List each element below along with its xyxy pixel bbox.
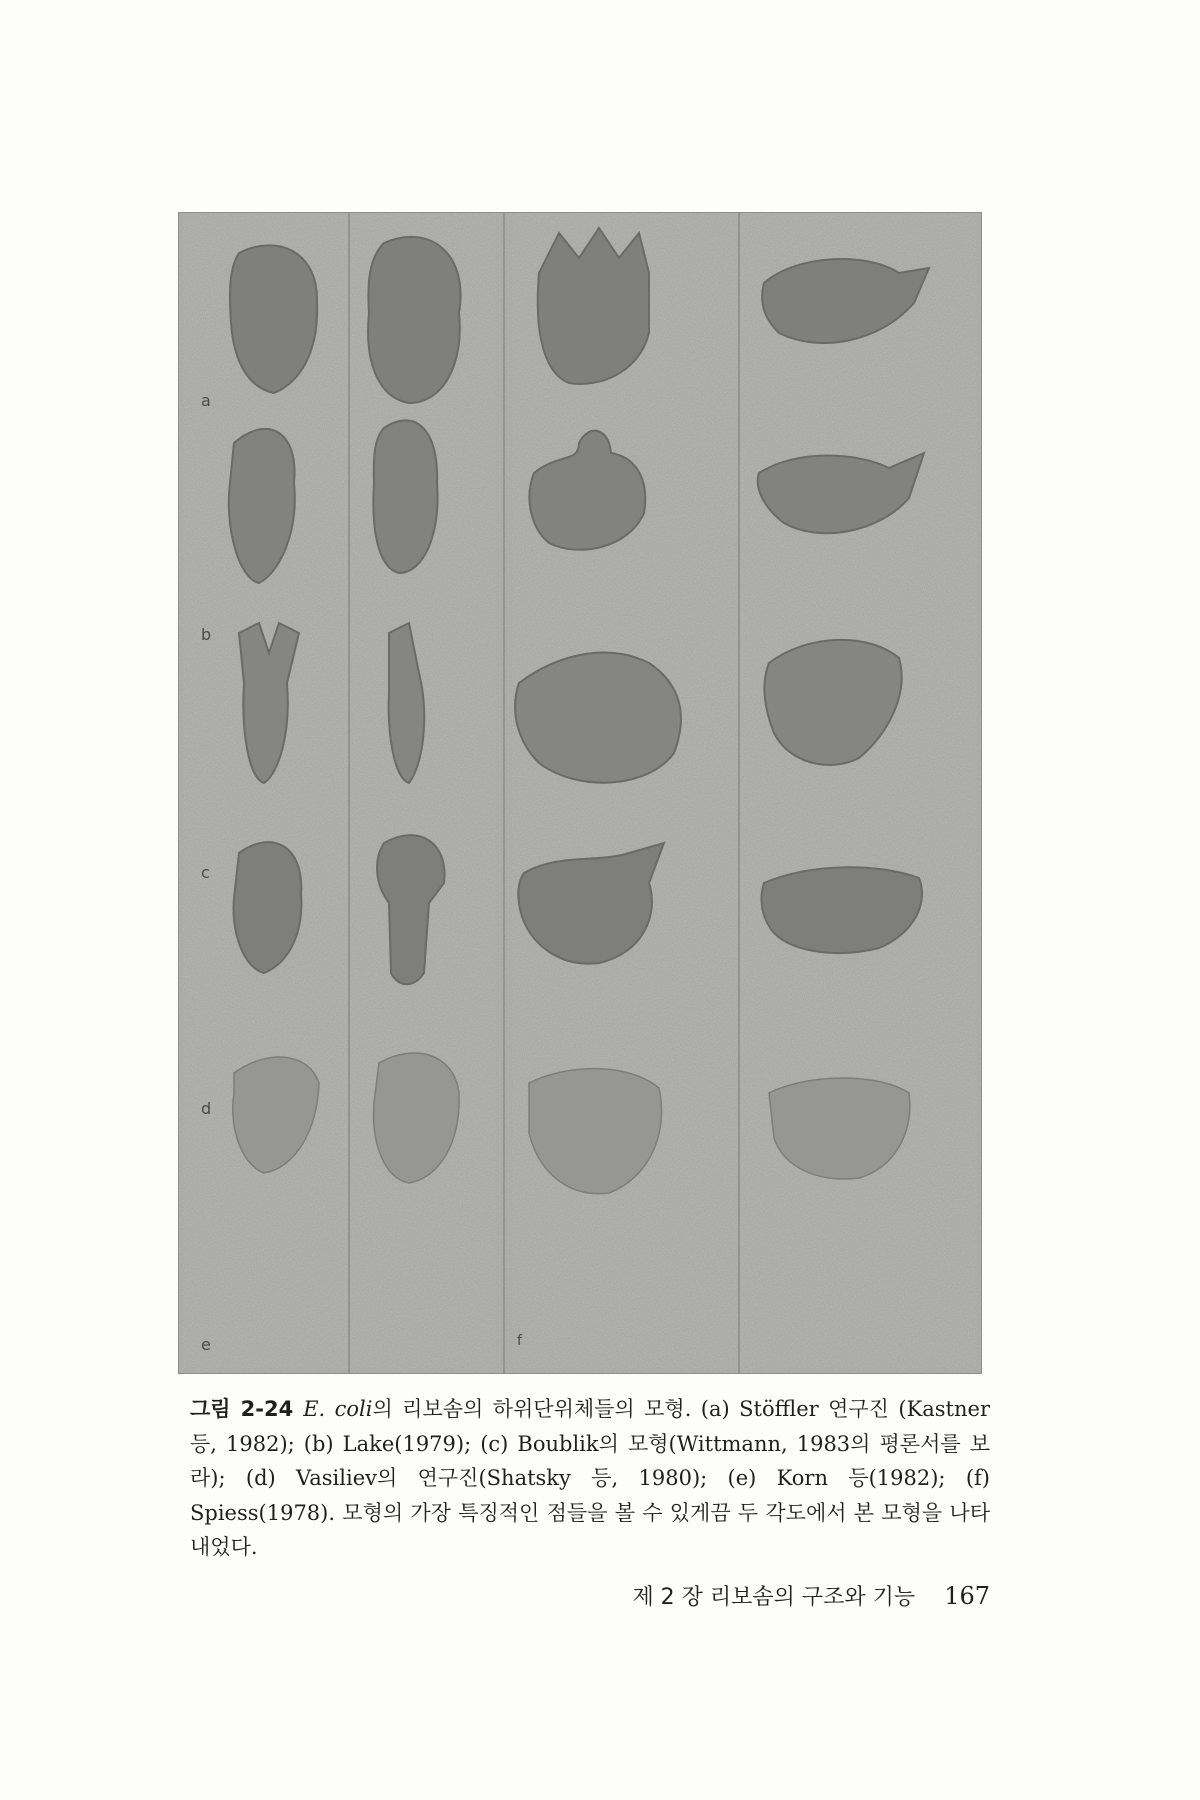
figure-illustration: [179, 213, 981, 1373]
figure-number: 그림 2-24: [190, 1397, 294, 1421]
row-label-c: c: [201, 863, 210, 882]
species-name: E. coli: [303, 1397, 373, 1421]
figure-caption: [190, 1392, 990, 1565]
model-b2: [373, 420, 437, 573]
caption-text: 의 리보솜의 하위단위체들의 모형. (a) Stöffler 연구진 (Kastner 등, 1982); (b) Lake(1979); (c) Boublik의 모형(Wittmann, 1983의 평론서를 보라); (d) Vasiliev의 연구진(Shatsky 등, 1980); (e) Korn 등(1982); (f) Spiess(1978). 모형의 가장 특징적인 점들을 볼 수 있게끔 두 각도에서 본 모형을 나타내었다.: [190, 1397, 990, 1559]
row-label-d: d: [201, 1099, 212, 1118]
row-label-e: e: [201, 1335, 211, 1354]
model-a3: [538, 228, 649, 384]
row-label-a: a: [201, 391, 211, 410]
row-label-b: b: [201, 625, 212, 644]
column-label-f: f: [517, 1333, 522, 1349]
page-footer: [632, 1580, 990, 1611]
page-number: 167: [944, 1582, 990, 1610]
model-a2: [368, 237, 460, 403]
ribosome-model-figure: [178, 212, 982, 1374]
model-c3: [515, 653, 681, 783]
running-footer-chapter: 제 2 장 리보솜의 구조와 기능: [632, 1585, 916, 1610]
figure-background: [179, 213, 981, 1373]
